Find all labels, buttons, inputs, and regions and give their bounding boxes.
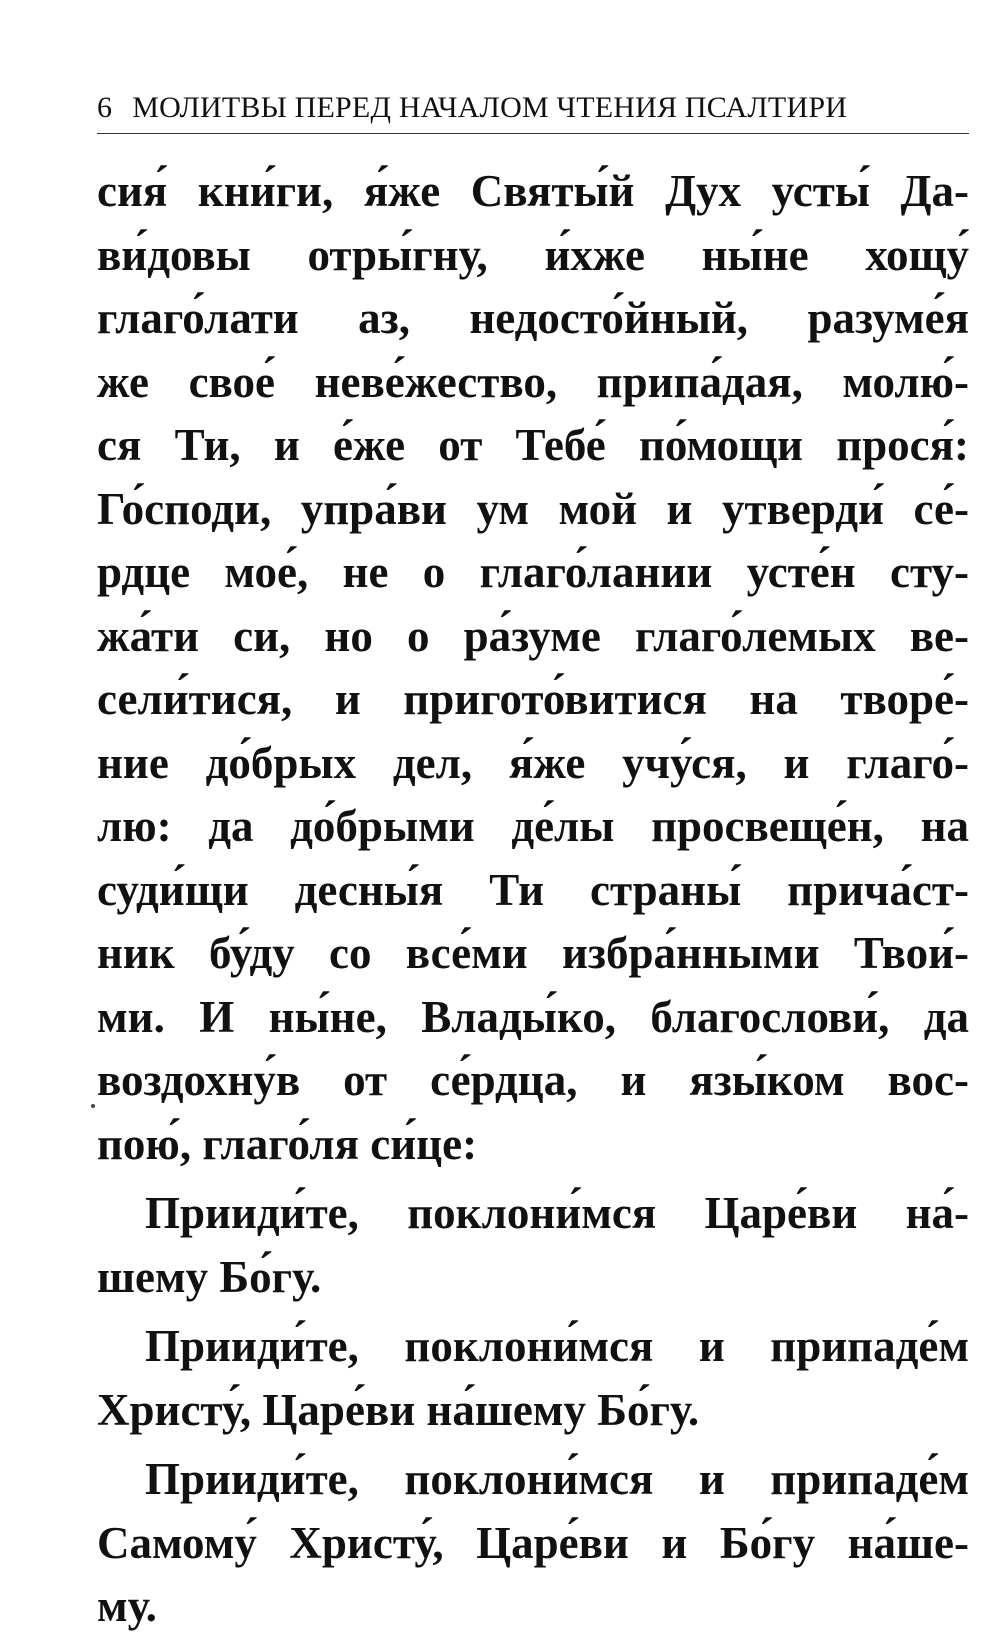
text-line: ние до́брых дел, я́же учу́ся, и глаго́- <box>97 737 969 788</box>
header-rule <box>97 133 969 134</box>
text-line: Прииди́те, поклони́мся Царе́ви на́- <box>145 1188 969 1238</box>
margin-dot <box>91 1104 95 1108</box>
text-line: пою́, глаго́ля си́це: <box>97 1118 478 1169</box>
text-line: жа́ти си, но о ра́зуме глаго́лемых ве- <box>97 610 969 661</box>
text-line: же свое́ неве́жество, припа́дая, молю́- <box>97 356 969 407</box>
text-line: сия́ кни́ги, я́же Святы́й Дух усты́ Да- <box>97 166 969 216</box>
page-number: 6 <box>97 91 113 124</box>
text-line: Прииди́те, поклони́мся и припаде́м <box>145 1454 969 1504</box>
text-line: ми. И ны́не, Влады́ко, благослови́, да <box>97 991 969 1042</box>
paragraph-invocation-3 <box>97 1448 969 1639</box>
paragraph-prayer-continuation <box>97 160 969 1176</box>
text-line: глаго́лати аз, недосто́йный, разуме́я <box>97 293 969 343</box>
text-line: шему Бо́гу. <box>97 1251 322 1302</box>
text-line: рдце мое́, не о глаго́лании усте́н сту- <box>97 547 969 597</box>
text-line: лю: да до́брыми де́лы просвеще́н, на <box>97 801 969 851</box>
text-line: ник бу́ду со все́ми избра́нными Твои́- <box>97 928 969 978</box>
paragraph-invocation-2 <box>97 1315 969 1442</box>
text-line: Христу́, Царе́ви на́шему Бо́гу. <box>97 1384 700 1435</box>
text-line: суди́щи десны́я Ти страны́ прича́ст- <box>97 864 969 915</box>
text-line: Го́споди, упра́ви ум мой и утверди́ се́- <box>97 483 969 534</box>
body-text <box>97 160 969 1639</box>
text-line: Самому́ Христу́, Царе́ви и Бо́гу на́ше- <box>97 1517 969 1568</box>
text-line: воздохну́в от се́рдца, и язы́ком вос- <box>97 1055 969 1105</box>
text-line: сели́тися, и пригото́витися на творе́- <box>97 674 969 724</box>
running-header <box>97 86 969 130</box>
paragraph-invocation-1 <box>97 1182 969 1309</box>
running-title: МОЛИТВЫ ПЕРЕД НАЧАЛОМ ЧТЕНИЯ ПСАЛТИРИ <box>132 91 848 124</box>
text-line: Прииди́те, поклони́мся и припаде́м <box>145 1321 969 1371</box>
text-line: ся Ти, и е́же от Тебе́ по́мощи прося́: <box>97 420 969 470</box>
text-line: ви́довы отры́гну, и́хже ны́не хощу́ <box>97 229 969 280</box>
text-line: му. <box>97 1581 157 1631</box>
